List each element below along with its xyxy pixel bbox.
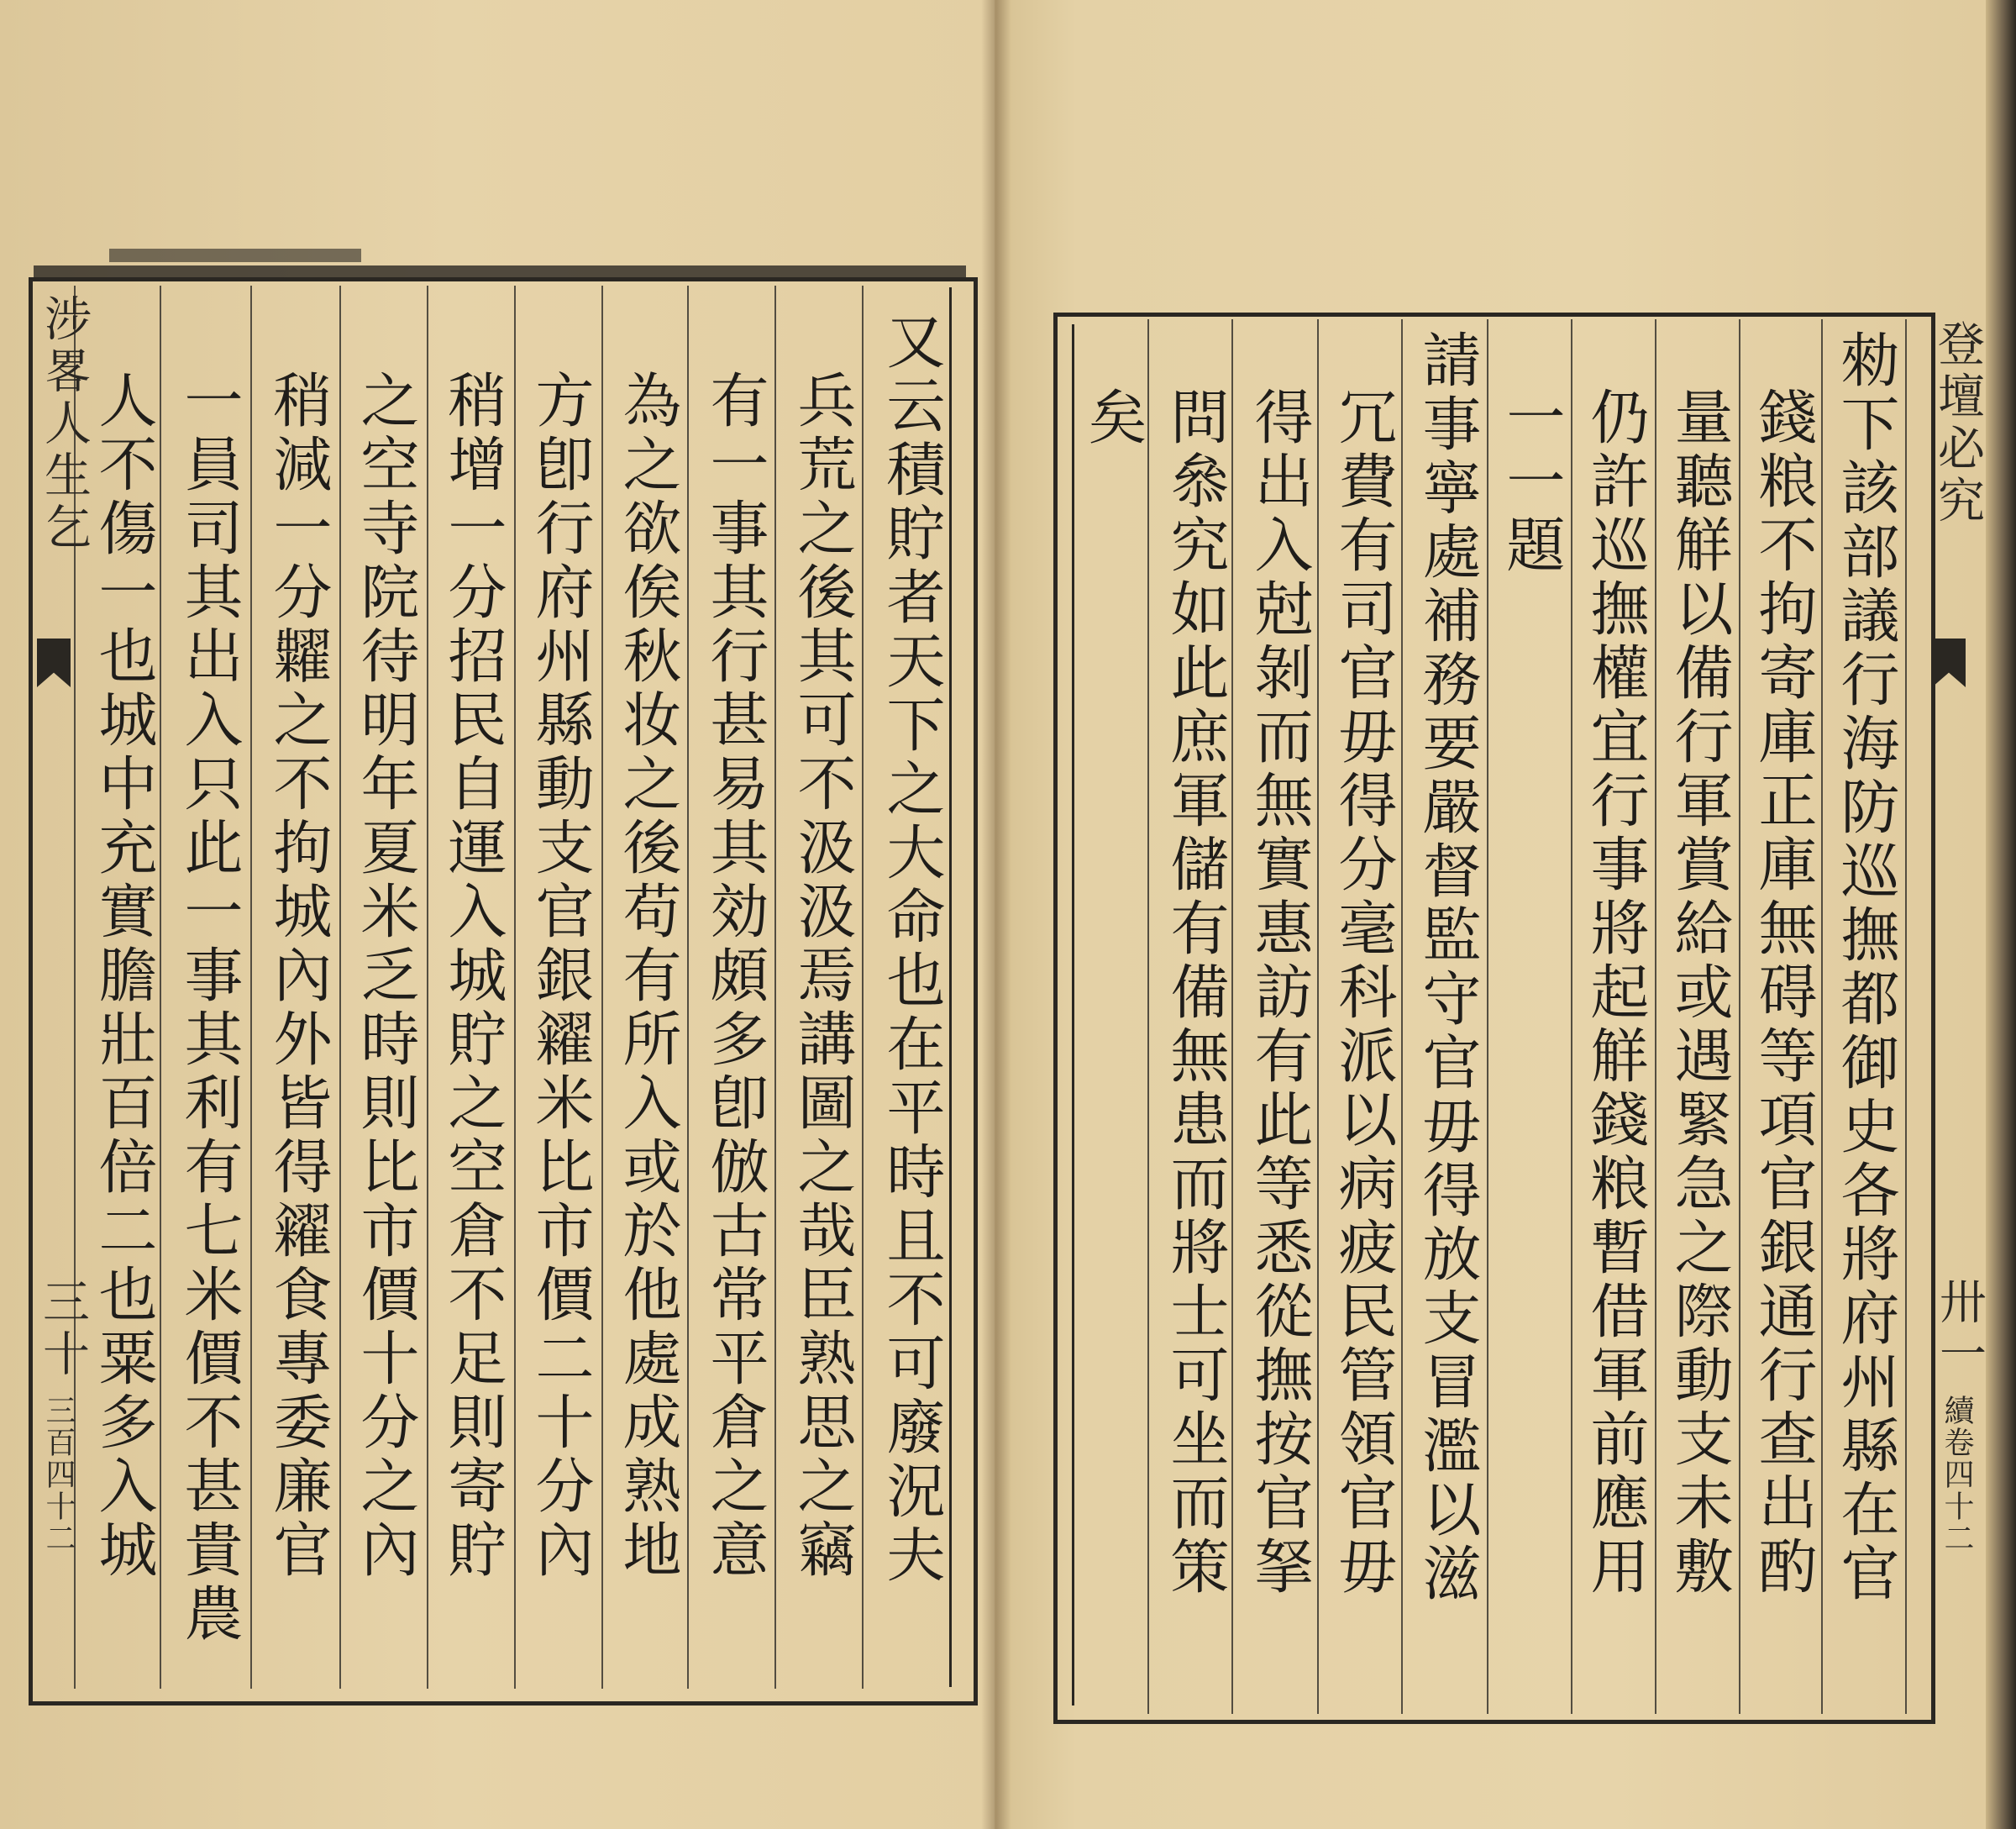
column-rule bbox=[1147, 319, 1149, 1714]
column-rule bbox=[1317, 319, 1319, 1714]
right-column-10: 矣 bbox=[1079, 386, 1147, 450]
left-margin-page: 三十 bbox=[35, 1277, 90, 1381]
right-column-2: 錢粮不拘寄庫正庫無碍等項官銀通行查出酌 bbox=[1749, 386, 1818, 1600]
right-margin-title: 登壇必究 bbox=[1930, 319, 1985, 528]
column-rule bbox=[160, 286, 161, 1689]
ink-smudge bbox=[109, 249, 361, 262]
column-rule bbox=[601, 286, 603, 1689]
left-column-9: 一員司其出入只此一事其利有七米價不甚貴農 bbox=[175, 370, 244, 1647]
column-rule bbox=[1487, 319, 1488, 1714]
column-rule bbox=[250, 286, 252, 1689]
column-rule bbox=[774, 286, 776, 1689]
column-rule bbox=[339, 286, 341, 1689]
right-column-1: 勑下該部議行海防巡撫都御史各將府州縣在官 bbox=[1831, 329, 1900, 1606]
book-gutter bbox=[981, 0, 1011, 1829]
column-rule bbox=[1739, 319, 1740, 1714]
left-column-2: 兵荒之後其可不汲汲焉講圖之哉臣熟思之竊 bbox=[788, 370, 857, 1583]
left-margin-title: 涉畧人生乞 bbox=[37, 294, 92, 554]
right-column-9: 問叅究如此庶軍儲有備無患而將士可坐而策 bbox=[1161, 386, 1230, 1600]
right-column-8: 得出入尅剝而無實惠訪有此等悉從撫按官拏 bbox=[1245, 386, 1314, 1600]
left-column-5: 方卽行府州縣動支官銀糴米比市價二十分內 bbox=[526, 370, 595, 1583]
column-rule bbox=[687, 286, 689, 1689]
left-inner-rule bbox=[949, 287, 952, 1687]
right-margin-page: 卅一 bbox=[1932, 1277, 1987, 1381]
column-rule bbox=[1571, 319, 1572, 1714]
left-margin-folio: 三百四十二 bbox=[41, 1395, 76, 1554]
column-rule bbox=[427, 286, 428, 1689]
right-inner-rule bbox=[1072, 324, 1074, 1705]
column-rule bbox=[1905, 319, 1907, 1714]
left-column-4: 為之欲俟秋妆之後苟有所入或於他處成熟地 bbox=[613, 370, 682, 1583]
left-column-8: 稍減一分糶之不拘城內外皆得糴食專委廉官 bbox=[264, 370, 333, 1583]
top-border-rule bbox=[34, 265, 966, 277]
left-column-6: 稍增一分招民自運入城貯之空倉不足則寄貯 bbox=[438, 370, 507, 1583]
page-edge bbox=[1986, 0, 2016, 1829]
left-column-1: 又云積貯者天下之大命也在平時且不可廢況夫 bbox=[877, 311, 946, 1588]
right-margin-folio: 續卷四十二 bbox=[1940, 1395, 1974, 1554]
left-column-3: 有一事其行甚易其効頗多卽倣古常平倉之意 bbox=[701, 370, 769, 1583]
right-column-6: 請事寧處補務要嚴督監守官毋得放支冒濫以滋 bbox=[1413, 329, 1482, 1606]
column-rule bbox=[514, 286, 516, 1689]
left-column-10: 人不傷一也城中充實膽壯百倍二也粟多入城 bbox=[89, 370, 158, 1583]
right-column-5: 一一題 bbox=[1497, 386, 1566, 578]
left-column-7: 之空寺院待明年夏米乏時則比市價十分之內 bbox=[351, 370, 420, 1583]
right-column-3: 量聽觧以備行軍賞給或遇緊急之際動支未敷 bbox=[1665, 386, 1734, 1600]
column-rule bbox=[1401, 319, 1403, 1714]
column-rule bbox=[1231, 319, 1233, 1714]
right-column-7: 冗費有司官毋得分毫科派以病疲民管領官毋 bbox=[1329, 386, 1398, 1600]
column-rule bbox=[1655, 319, 1656, 1714]
column-rule bbox=[1821, 319, 1823, 1714]
column-rule bbox=[862, 286, 864, 1689]
right-column-4: 仍許巡撫權宜行事將起觧錢粮暫借軍前應用 bbox=[1581, 386, 1650, 1600]
